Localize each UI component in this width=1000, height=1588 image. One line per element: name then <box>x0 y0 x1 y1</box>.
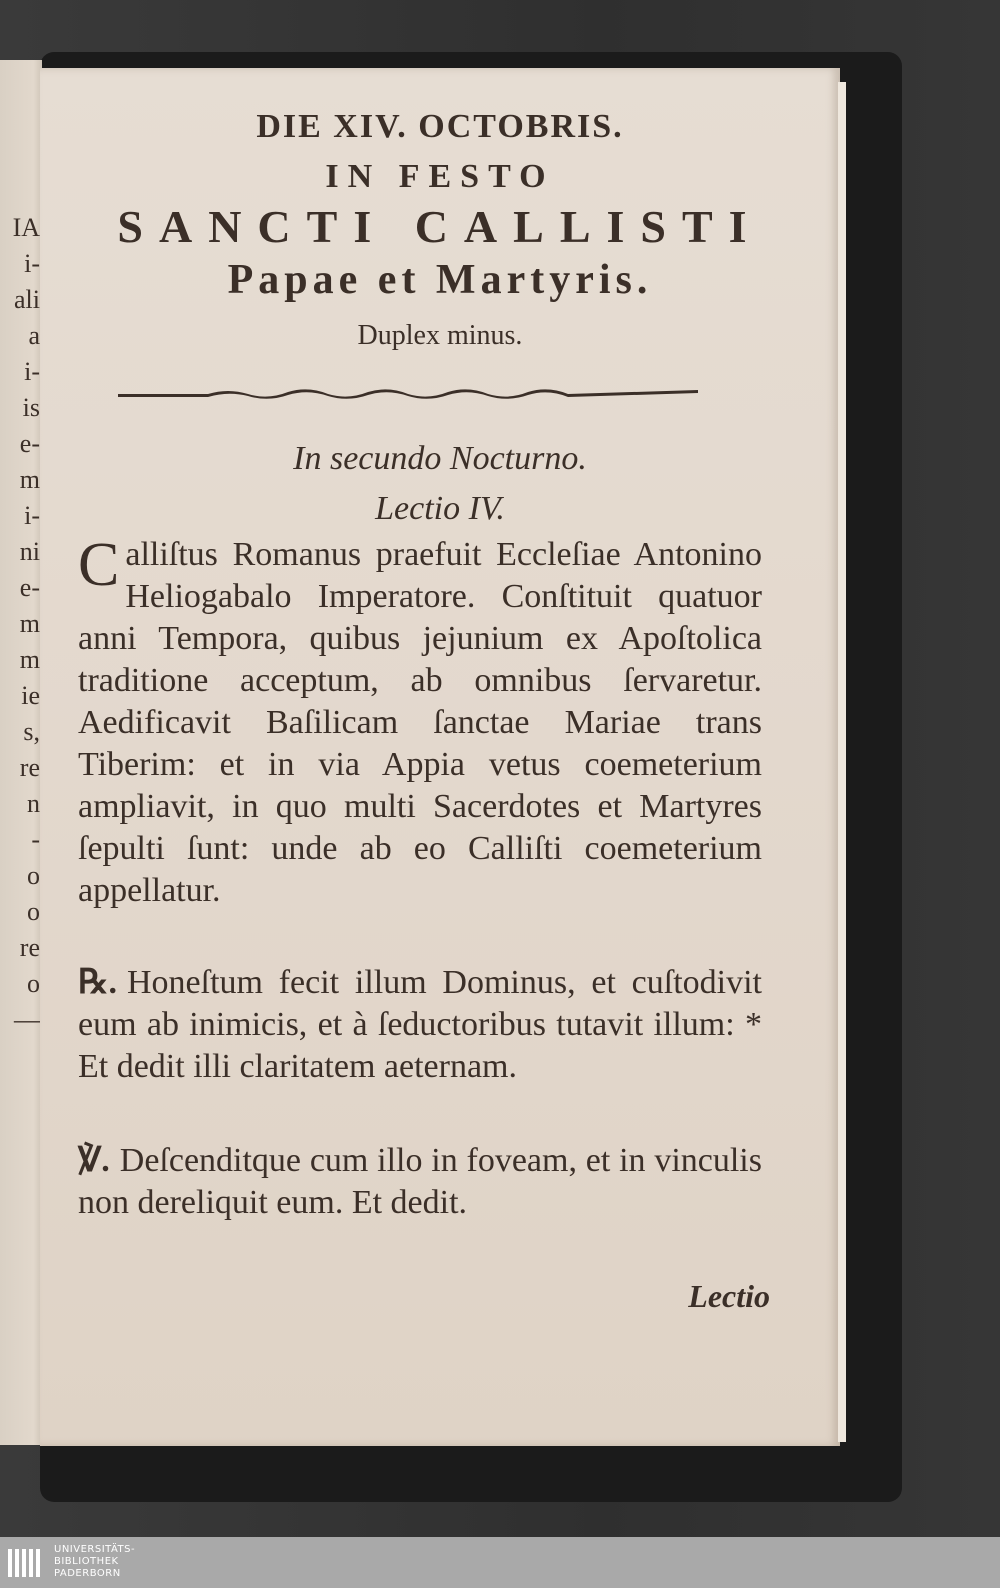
left-page-fragment: re <box>19 933 40 962</box>
left-page-text-fragments <box>2 210 40 1038</box>
left-page-fragment: ni <box>19 537 40 566</box>
left-page-fragment: o <box>27 969 40 998</box>
left-page-fragment: — <box>14 1005 40 1034</box>
left-facing-page <box>0 60 42 1445</box>
left-page-fragment: i- <box>24 501 40 530</box>
library-logo-text <box>54 1544 194 1580</box>
logo-text-line: UNIVERSITÄTS- <box>54 1544 136 1555</box>
responsory-paragraph <box>78 962 762 1088</box>
left-page-fragment: m <box>19 645 40 674</box>
nocturn-heading: In secundo Nocturno. <box>293 440 587 477</box>
library-logo-icon <box>6 1545 46 1581</box>
lesson-text: alliſtus Romanus praefuit Eccleſiae Antonino Heliogabalo Imperatore. Conſtituit quatuor anni Tempora, quibus jejunium ex Apoſtolica traditione acceptum, ab omnibus ſervaretur. Aedificavit Baſilicam ſanctae Mariae trans Tiberim: et in via Appia vetus coemeterium ampliavit, in quo multi Sacerdotes et Martyres ſepulti ſunt: unde ab eo Calliſti coemeterium appellatur. <box>78 536 762 909</box>
left-page-fragment: ie <box>21 681 40 710</box>
feast-heading: IN FESTO <box>325 158 555 195</box>
saint-heading: SANCTI CALLISTI <box>117 201 763 252</box>
left-page-fragment: e- <box>19 573 40 602</box>
left-page-fragment: m <box>19 465 40 494</box>
left-page-fragment: IA <box>12 213 40 242</box>
date-heading: DIE XIV. OCTOBRIS. <box>256 108 624 145</box>
left-page-fragment: m <box>19 609 40 638</box>
versicle-paragraph <box>78 1140 762 1224</box>
left-page-fragment: i- <box>24 249 40 278</box>
drop-capital: C <box>78 531 120 599</box>
left-page-fragment: s, <box>23 717 40 746</box>
catchword: Lectio <box>688 1278 770 1314</box>
left-page-fragment: ali <box>14 285 40 314</box>
left-page-fragment: o <box>27 897 40 926</box>
versicle-symbol: ℣. <box>78 1142 110 1179</box>
lesson-heading: Lectio IV. <box>375 490 505 527</box>
responsory-symbol: ℞. <box>78 964 117 1001</box>
library-footer-bar <box>0 1537 1000 1588</box>
ornamental-rule <box>118 380 698 404</box>
logo-text-line: BIBLIOTHEK <box>54 1556 119 1567</box>
versicle-text: Deſcenditque cum illo in foveam, et in vinculis non dereliquit eum. Et dedit. <box>78 1142 762 1221</box>
liturgical-rank: Duplex minus. <box>357 320 523 351</box>
left-page-fragment: o <box>27 861 40 890</box>
responsory-text: Honeſtum fecit illum Dominus, et cuſtodivit eum ab inimicis, et à ſeductoribus tutavit illum: * Et dedit illi claritatem aeternam. <box>78 964 762 1085</box>
left-page-fragment: is <box>22 393 40 422</box>
lesson-paragraph <box>78 531 762 912</box>
left-page-fragment: a <box>28 321 40 350</box>
saint-title: Papae et Martyris. <box>227 257 653 303</box>
left-page-fragment: - <box>31 825 40 854</box>
logo-text-line: PADERBORN <box>54 1568 121 1579</box>
left-page-fragment: n <box>27 789 40 818</box>
left-page-fragment: re <box>19 753 40 782</box>
left-page-fragment: i- <box>24 357 40 386</box>
left-page-fragment: e- <box>19 429 40 458</box>
